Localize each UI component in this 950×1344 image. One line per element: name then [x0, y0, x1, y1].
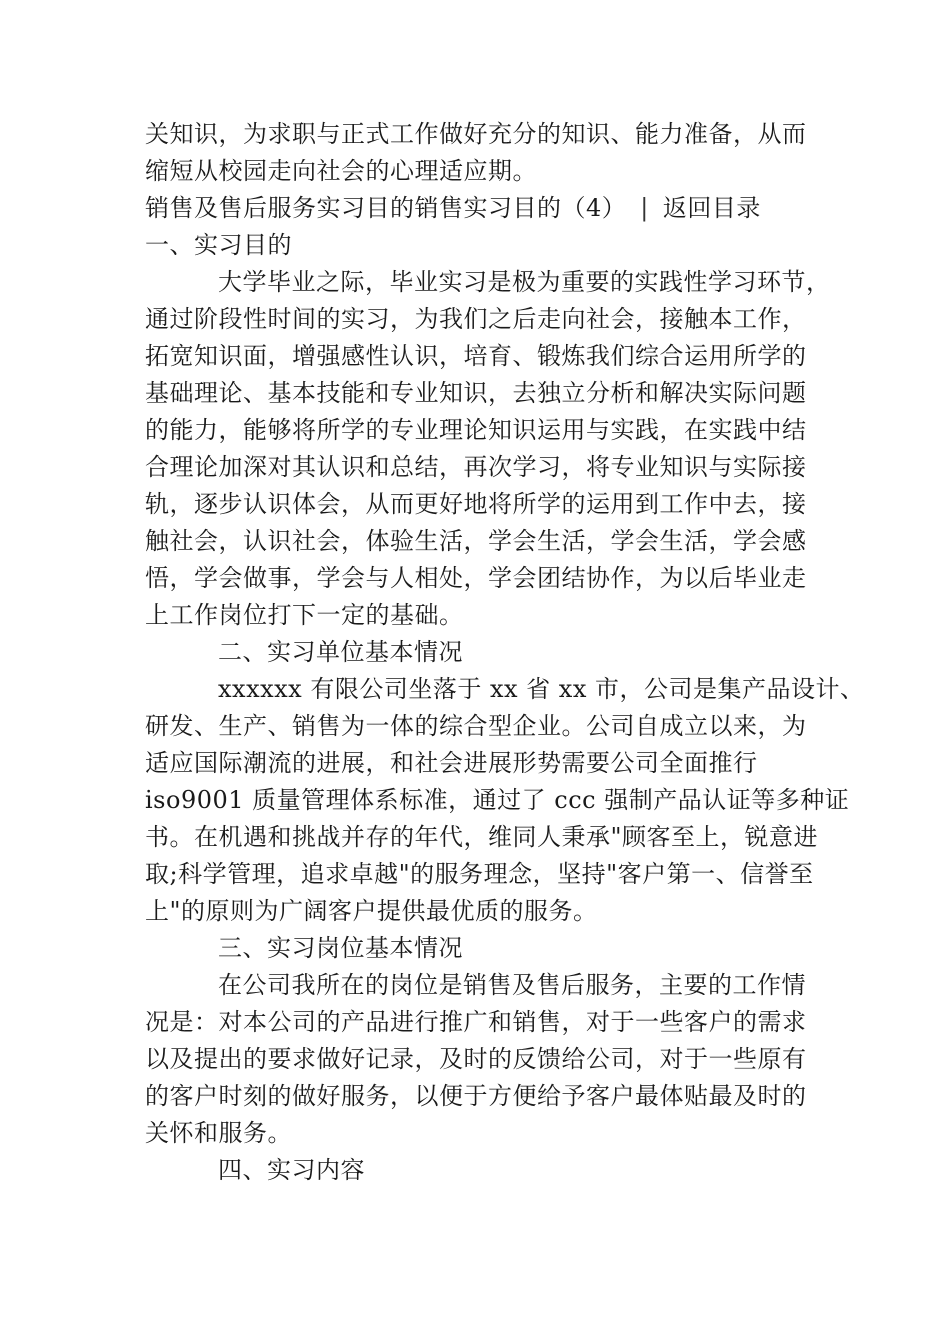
- paragraph-line: 的能力，能够将所学的专业理论知识运用与实践，在实践中结: [145, 416, 807, 444]
- paragraph-line: xxxxxx 有限公司坐落于 xx 省 xx 市，公司是集产品设计、: [218, 675, 865, 703]
- heading-separator: |: [640, 194, 649, 222]
- paragraph-line: 缩短从校园走向社会的心理适应期。: [145, 157, 537, 185]
- paragraph-line: 上工作岗位打下一定的基础。: [145, 601, 464, 629]
- section-title: 三、实习岗位基本情况: [218, 934, 463, 962]
- paragraph-line: 轨，逐步认识体会，从而更好地将所学的运用到工作中去，接: [145, 490, 807, 518]
- paragraph-line: 以及提出的要求做好记录，及时的反馈给公司，对于一些原有: [145, 1045, 807, 1073]
- paragraph-line: 拓宽知识面，增强感性认识，培育、锻炼我们综合运用所学的: [145, 342, 807, 370]
- paragraph-line: iso9001 质量管理体系标准，通过了 ccc 强制产品认证等多种证: [145, 786, 850, 814]
- paragraph-line: 研发、生产、销售为一体的综合型企业。公司自成立以来，为: [145, 712, 807, 740]
- paragraph-line: 取;科学管理，追求卓越"的服务理念，坚持"客户第一、信誉至: [145, 860, 814, 888]
- paragraph-line: 基础理论、基本技能和专业知识，去独立分析和解决实际问题: [145, 379, 807, 407]
- paragraph-line: 悟，学会做事，学会与人相处，学会团结协作，为以后毕业走: [145, 564, 807, 592]
- document-page: [145, 116, 865, 1189]
- paragraph-line: 通过阶段性时间的实习，为我们之后走向社会，接触本工作，: [145, 305, 807, 333]
- paragraph-line: 关知识，为求职与正式工作做好充分的知识、能力准备，从而: [145, 120, 807, 148]
- heading-title: 销售及售后服务实习目的销售实习目的（4）: [145, 194, 627, 222]
- section-title: 一、实习目的: [145, 231, 292, 259]
- paragraph-line: 大学毕业之际，毕业实习是极为重要的实践性学习环节，: [218, 268, 831, 296]
- section-title: 二、实习单位基本情况: [218, 638, 463, 666]
- back-to-contents-link[interactable]: 返回目录: [662, 194, 761, 222]
- section-title: 四、实习内容: [218, 1156, 365, 1184]
- paragraph-line: 在公司我所在的岗位是销售及售后服务，主要的工作情: [218, 971, 806, 999]
- paragraph-line: 书。在机遇和挑战并存的年代，维同人秉承"顾客至上，锐意进: [145, 823, 819, 851]
- paragraph-line: 的客户时刻的做好服务，以便于方便给予客户最体贴最及时的: [145, 1082, 807, 1110]
- paragraph-line: 触社会，认识社会，体验生活，学会生活，学会生活，学会感: [145, 527, 807, 555]
- paragraph-line: 况是：对本公司的产品进行推广和销售，对于一些客户的需求: [145, 1008, 807, 1036]
- paragraph-line: 合理论加深对其认识和总结，再次学习，将专业知识与实际接: [145, 453, 807, 481]
- paragraph-line: 关怀和服务。: [145, 1119, 292, 1147]
- section-heading-row: [145, 190, 810, 227]
- paragraph-line: 上"的原则为广阔客户提供最优质的服务。: [145, 897, 598, 925]
- paragraph-line: 适应国际潮流的进展，和社会进展形势需要公司全面推行: [145, 749, 758, 777]
